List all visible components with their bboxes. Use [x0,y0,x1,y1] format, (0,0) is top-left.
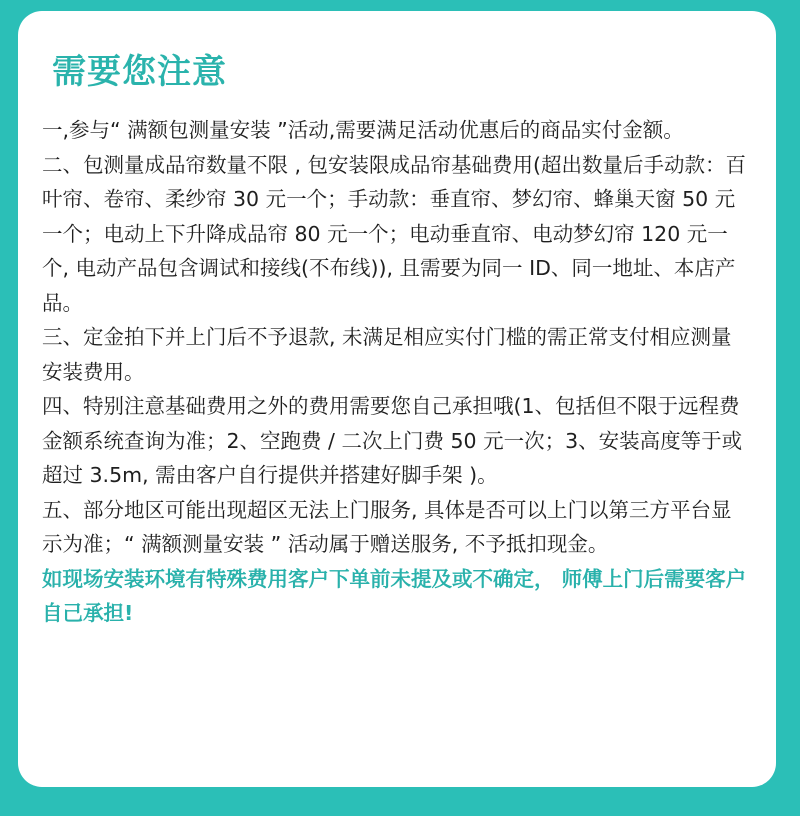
notice-title: 需要您注意 [52,52,227,92]
highlight-note: 如现场安装环境有特殊费用客户下单前未提及或不确定， 师傅上门后需要客户自己承担! [42,566,747,625]
notice-item-4: 四、特别注意基础费用之外的费用需要您自己承担哦(1、包括但不限于远程费金额系统查询为准；2、空跑费 / 二次上门费 50 元一次；3、安装高度等于或超过 3.5m, 需由客户自行提供并搭建好脚手架 )。 [42,394,743,487]
notice-item-5: 五、部分地区可能出现超区无法上门服务, 具体是否可以上门以第三方平台显示为准；“ 满额测量安装 ” 活动属于赠送服务, 不予抵扣现金。 [42,497,732,556]
notice-card [18,11,776,787]
notice-item-3: 三、定金拍下并上门后不予退款, 未满足相应实付门槛的需正常支付相应测量安装费用。 [42,325,732,384]
notice-item-1: 一,参与“ 满额包测量安装 ”活动,需要满足活动优惠后的商品实付金额。 [42,118,684,142]
notice-item-2: 二、包测量成品帘数量不限 , 包安装限成品帘基础费用(超出数量后手动款：百叶帘、卷帘、柔纱帘 30 元一个；手动款：垂直帘、梦幻帘、蜂巢天窗 50 元一个；电动上下升降成品帘 80 元一个；电动垂直帘、电动梦幻帘 120 元一个, 电动产品包含调试和接线(不布线)), 且需要为同一 ID、同一地址、本店产品。 [42,152,747,315]
